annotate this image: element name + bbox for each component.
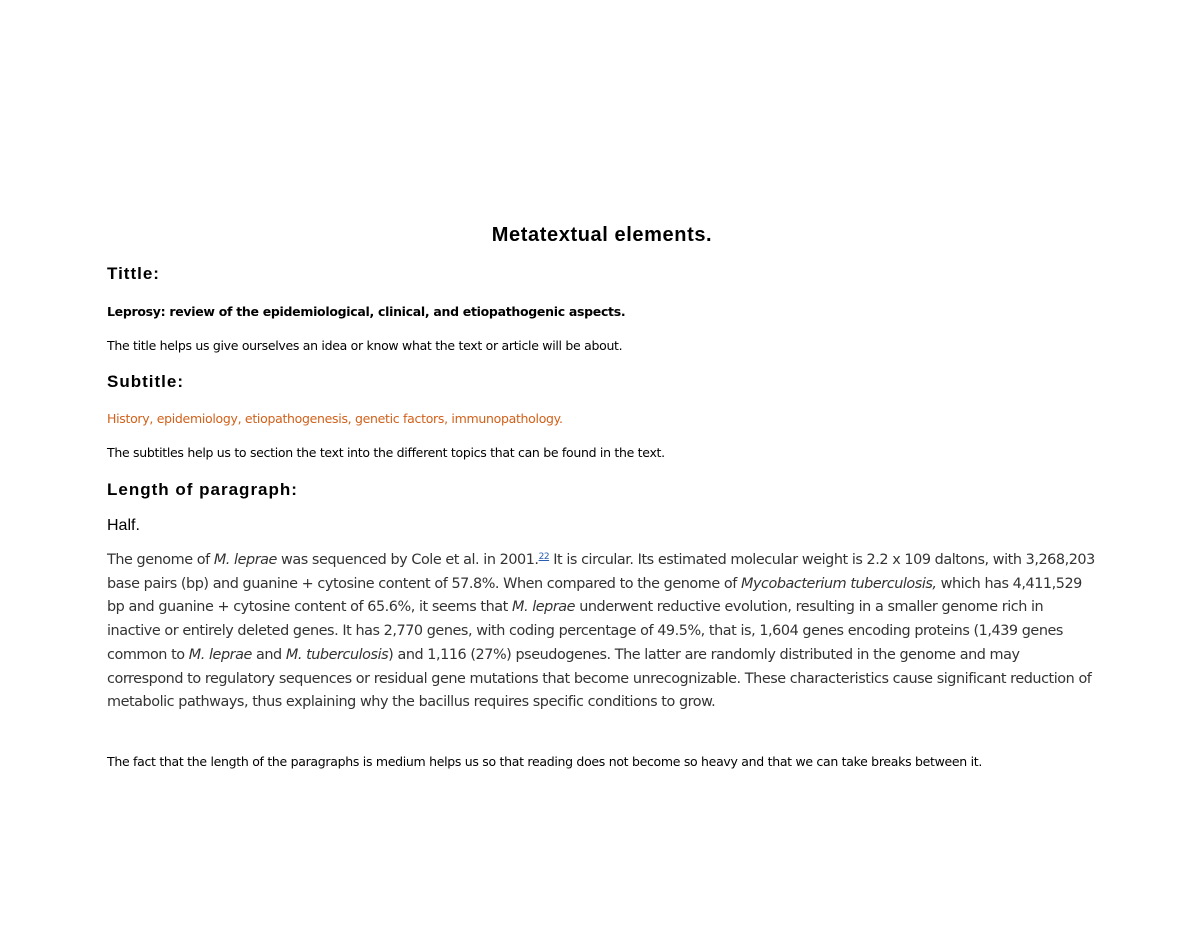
subtitle-section-value: History, epidemiology, etiopathogenesis, genetic factors, immunopathology.: [107, 411, 563, 426]
paragraph-text: It is circular. Its estimated molecular weight is 2.2 x 109 daltons, with 3,268,203 base pairs (bp) and guanine + cytosine content of 57.8%. When compared to the genome of: [107, 552, 1095, 592]
paragraph-text: which has 4,411,529 bp and guanine + cytosine content of 65.6%, it seems that: [107, 575, 1082, 616]
sample-paragraph: [107, 549, 1097, 715]
subtitle-section-heading: Subtitle:: [107, 372, 184, 391]
species-name: M. tuberculosis: [285, 646, 389, 663]
title-section-heading: Tittle:: [107, 264, 160, 283]
species-name: M. leprae: [213, 552, 277, 568]
paragraph-text: The genome of: [107, 552, 214, 568]
paragraph-text: and: [251, 646, 286, 663]
title-section-explanation: The title helps us give ourselves an idea or know what the text or article will be about.: [107, 338, 623, 353]
subtitle-section-explanation: The subtitles help us to section the text into the different topics that can be found in the text.: [107, 445, 665, 460]
paragraph-text: was sequenced by Cole et al. in 2001.: [276, 552, 539, 568]
title-section-value: Leprosy: review of the epidemiological, clinical, and etiopathogenic aspects.: [107, 304, 626, 319]
paragraph-text: ) and 1,116 (27%) pseudogenes. The latter are randomly distributed in the genome and may correspond to regulatory sequences or residual gene mutations that become unrecognizable. These characteristics cause significant reduction of metabolic pathways, thus explaining why the bacillus requires specific conditions to grow.: [107, 646, 1092, 711]
document-title: Metatextual elements.: [491, 224, 713, 246]
paragraph-text: underwent reductive evolution, resulting in a smaller genome rich in inactive or entirely deleted genes. It has 2,770 genes, with coding percentage of 49.5%, that is, 1,604 genes encoding proteins (1,439 genes common to: [107, 599, 1063, 663]
reference-link[interactable]: 22: [538, 552, 550, 562]
paragraph-length-heading: Length of paragraph:: [107, 480, 298, 499]
paragraph-length-explanation: The fact that the length of the paragraphs is medium helps us so that reading does not become so heavy and that we can take breaks between it.: [107, 754, 983, 769]
species-name: Mycobacterium tuberculosis,: [740, 575, 937, 592]
species-name: M. leprae: [511, 599, 576, 616]
paragraph-length-value: Half.: [107, 517, 140, 534]
species-name: M. leprae: [188, 646, 252, 663]
